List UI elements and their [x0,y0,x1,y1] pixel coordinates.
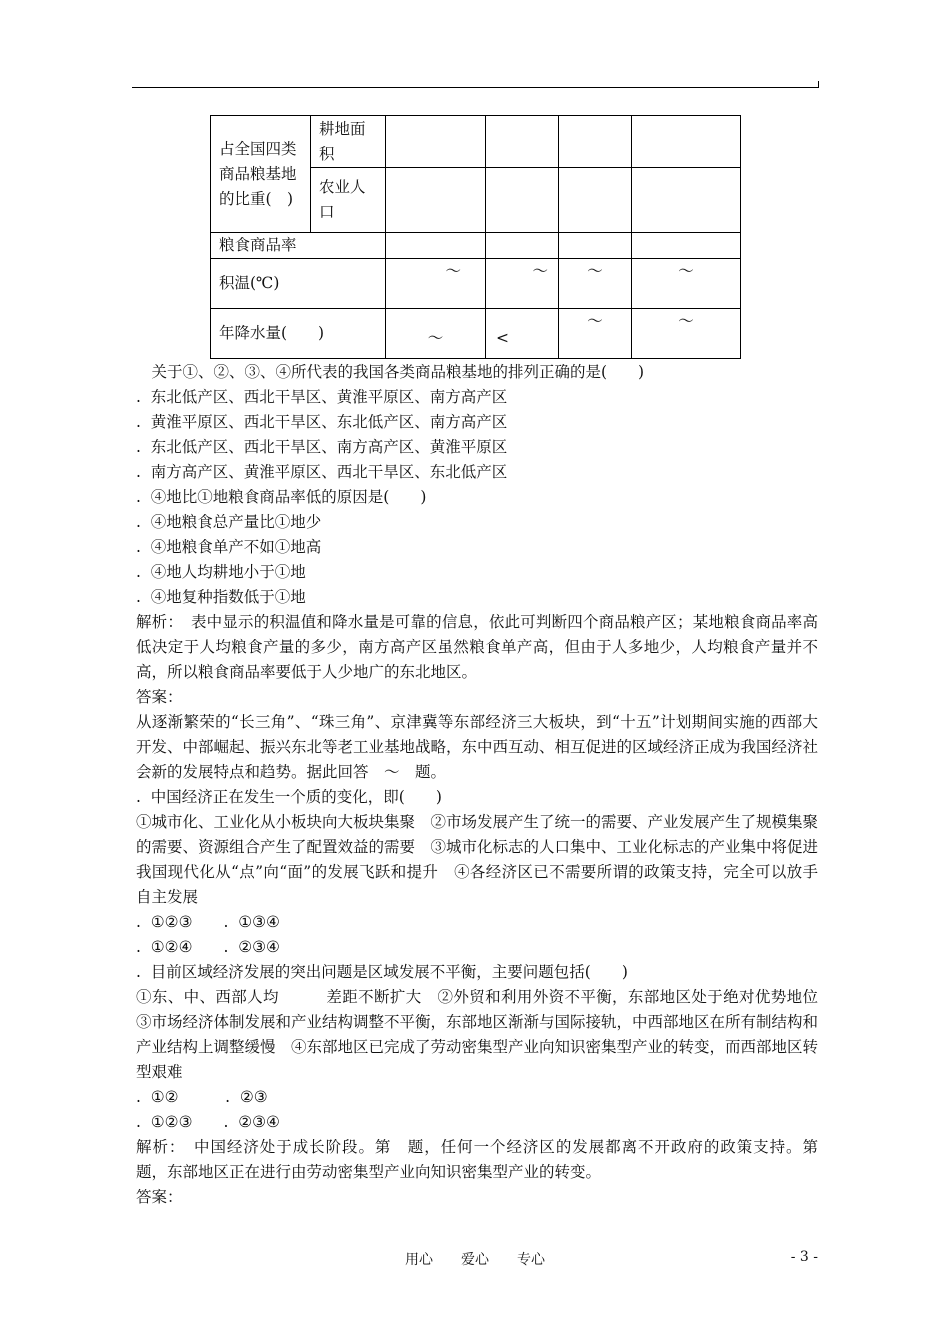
analysis-paragraph: 解析： 表中显示的积温值和降水量是可靠的信息，依此可判断四个商品粮产区；某地粮食商品率高低决定于人均粮食产量的多少，南方高产区虽然粮食单产高，但由于人多地少，人均粮食产量并不高，所以粮食商品率要低于人少地广的东北地区。 [136,613,818,681]
table-cell [486,233,559,259]
intro-paragraph: 从逐渐繁荣的“长三角”、“珠三角”、京津冀等东部经济三大板块，到“十五”计划期间实施的西部大开发、中部崛起、振兴东北等老工业基地战略，东中西互动、相互促进的区域经济正成为我国经济社会新的发展特点和趋势。据此回答 ～ 题。 [136,713,819,781]
row-label-arable-land: 耕地面积 [311,116,386,168]
table-cell [632,168,741,233]
table-cell [386,168,486,233]
table-cell [632,233,741,259]
grain-base-table [210,115,741,359]
option-line: . 黄淮平原区、西北干旱区、东北低产区、南方高产区 [136,413,508,431]
row-label-commodity-rate: 粮食商品率 [211,233,386,259]
table-cell [386,116,486,168]
table-cell: ～ [386,309,486,359]
table-cell: ～ [386,259,486,309]
footer-motto: 用心 爱心 专心 [405,1252,545,1268]
table-cell [559,116,632,168]
table-cell [486,168,559,233]
question-stem: . 目前区域经济发展的突出问题是区域发展不平衡，主要问题包括( ) [136,963,628,981]
table-cell: ～ [632,259,741,309]
option-line: . 东北低产区、西北干旱区、南方高产区、黄淮平原区 [136,438,508,456]
option-line: . ④地人均耕地小于①地 [136,563,306,581]
analysis-paragraph: 解析： 中国经济处于成长阶段。第 题，任何一个经济区的发展都离不开政府的政策支持。第 题，东部地区正在进行由劳动密集型产业向知识密集型产业的转变。 [136,1138,834,1181]
row-label-accumulated-temp: 积温(℃) [211,259,386,309]
row-group-label: 占全国四类商品粮基地的比重( ) [211,116,311,233]
header-rule-tick [818,81,819,88]
option-line: . 南方高产区、黄淮平原区、西北干旱区、东北低产区 [136,463,508,481]
option-line: . ①②③ . ①③④ [136,913,280,931]
question-body [136,360,834,1210]
question-statements: ①东、中、西部人均 差距不断扩大 ②外贸和利用外资不平衡，东部地区处于绝对优势地位 ③市场经济体制发展和产业结构调整不平衡，东部地区渐渐与国际接轨，中西部地区在所有制结构和产业结构上调整缓慢 ④东部地区已完成了劳动密集型产业向知识密集型产业的转变，而西部地区转型艰难 [136,988,834,1081]
table-cell: < [486,309,559,359]
option-line: . ④地粮食单产不如①地高 [136,538,322,556]
option-line: . ①②④ . ②③④ [136,938,280,956]
question-stem: . ④地比①地粮食商品率低的原因是( ) [136,488,427,506]
page-footer [0,1249,950,1269]
table-cell [386,233,486,259]
row-label-agri-population: 农业人口 [311,168,386,233]
answer-label: 答案： [136,688,183,706]
question-stem: . 中国经济正在发生一个质的变化，即( ) [136,788,442,806]
table-cell: ～ [559,309,632,359]
option-line: . 东北低产区、西北干旱区、黄淮平原区、南方高产区 [136,388,508,406]
option-line: . ①②③ . ②③④ [136,1113,280,1131]
table-cell: ～ [486,259,559,309]
table-cell [632,116,741,168]
option-line: . ①② . ②③ [136,1088,268,1106]
option-line: . ④地复种指数低于①地 [136,588,306,606]
table-cell: ～ [632,309,741,359]
option-line: . ④地粮食总产量比①地少 [136,513,322,531]
answer-label: 答案： [136,1188,183,1206]
row-label-precipitation: 年降水量( ) [211,309,386,359]
page-number: - 3 - [790,1249,818,1265]
table-cell [486,116,559,168]
header-rule [132,87,818,88]
question-stem: 关于①、②、③、④所代表的我国各类商品粮基地的排列正确的是( ) [136,363,645,381]
question-statements: ①城市化、工业化从小板块向大板块集聚 ②市场发展产生了统一的需要、产业发展产生了规模集聚的需要、资源组合产生了配置效益的需要 ③城市化标志的人口集中、工业化标志的产业集中将促进我国现代化从“点”向“面”的发展飞跃和提升 ④各经济区已不需要所谓的政策支持，完全可以放手自主发展 [136,813,819,906]
table-cell [559,168,632,233]
table-cell [559,233,632,259]
table-cell: ～ [559,259,632,309]
